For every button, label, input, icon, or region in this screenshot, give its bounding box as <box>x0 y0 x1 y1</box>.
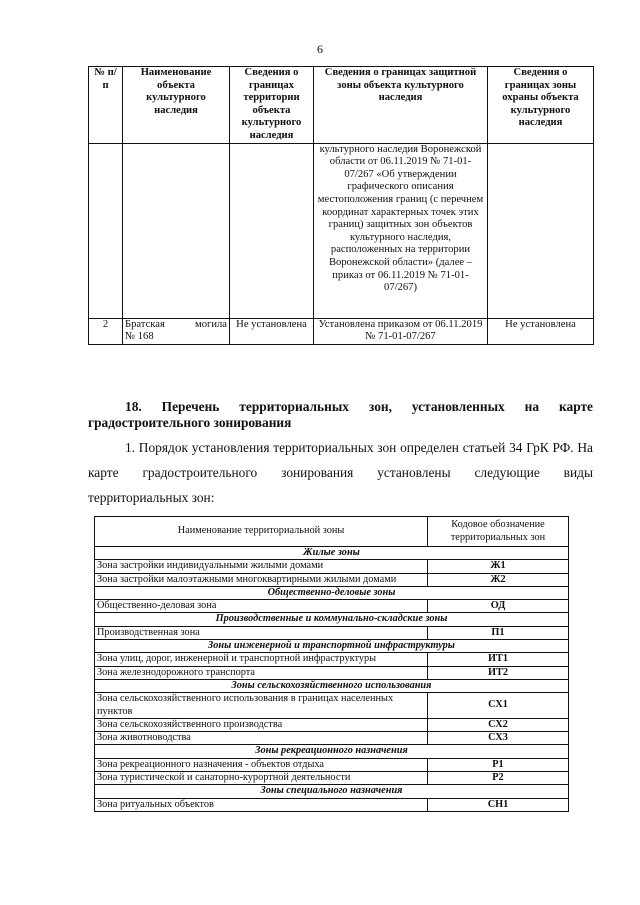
section-paragraph: 1. Порядок установления территориальных зон определен статьей 34 ГрК РФ. На карте градостроительного зонирования установлены следующие виды территориальных зон: <box>88 440 593 505</box>
zone-group-title: Зоны сельскохозяйственного использования <box>95 679 569 692</box>
object-name-line1: Братская могила <box>125 318 227 330</box>
zone-name-cell: Зона застройки малоэтажными многоквартирными жилыми домами <box>95 573 428 586</box>
table-row <box>95 798 569 811</box>
zone-group-row <box>95 547 569 560</box>
zone-group-row <box>95 613 569 626</box>
zone-name-cell: Зона сельскохозяйственного производства <box>95 718 428 731</box>
zone-group-title: Производственные и коммунально-складские зоны <box>95 613 569 626</box>
table-header-row <box>89 67 594 144</box>
zone-group-title: Зоны инженерной и транспортной инфраструктуры <box>95 640 569 653</box>
zone-name-cell: Зона рекреационного назначения - объектов отдыха <box>95 758 428 771</box>
zones-table-body <box>95 547 569 812</box>
table-row <box>95 718 569 731</box>
table-row <box>95 772 569 785</box>
zone-group-row <box>95 679 569 692</box>
zone-group-title: Зоны рекреационного назначения <box>95 745 569 758</box>
col-header-protection-zone: Сведения о границах зоны охраны объекта культурного наследия <box>488 67 594 144</box>
cell-protective-zone-continued: культурного наследия Воронежской области от 06.11.2019 № 71-01-07/267 «Об утверждении графического описания местоположения границ (с перечнем координат характерных точек этих границ) защитных зон объектов культурного наследия, расположенных на территории Воронежской области» (далее – приказ от 06.11.2019 № 71-01-07/267) <box>314 143 488 318</box>
col-header-protective-zone: Сведения о границах защитной зоны объекта культурного наследия <box>314 67 488 144</box>
zone-code-cell: ОД <box>428 600 569 613</box>
col-header-zone-name: Наименование территориальной зоны <box>95 517 428 547</box>
table-row <box>89 318 594 344</box>
zone-name-cell: Общественно-деловая зона <box>95 600 428 613</box>
zone-group-title: Общественно-деловые зоны <box>95 586 569 599</box>
zone-name-cell: Производственная зона <box>95 626 428 639</box>
col-header-territory-boundaries: Сведения о границах территории объекта культурного наследия <box>230 67 314 144</box>
zone-group-title: Жилые зоны <box>95 547 569 560</box>
table-row <box>95 758 569 771</box>
zone-code-cell: ИТ1 <box>428 653 569 666</box>
cell-row-number: 2 <box>89 318 123 344</box>
zone-code-cell: Р2 <box>428 772 569 785</box>
cell-territory: Не установлена <box>230 318 314 344</box>
table-row <box>95 653 569 666</box>
heritage-objects-table <box>88 66 594 345</box>
zone-name-cell: Зона железнодорожного транспорта <box>95 666 428 679</box>
zone-name-cell: Зона животноводства <box>95 732 428 745</box>
col-header-zone-code: Кодовое обозначение территориальных зон <box>428 517 569 547</box>
zone-code-cell: П1 <box>428 626 569 639</box>
table-row <box>95 732 569 745</box>
zone-code-cell: СХ1 <box>428 693 569 719</box>
section-heading: 18. Перечень территориальных зон, установленных на карте градостроительного зонирования <box>88 399 593 430</box>
cell-empty <box>230 143 314 318</box>
table-row <box>95 666 569 679</box>
cell-empty <box>89 143 123 318</box>
object-name-line2: № 168 <box>125 331 154 343</box>
table-row <box>95 626 569 639</box>
table-row <box>95 560 569 573</box>
territorial-zones-table <box>94 516 569 812</box>
zone-code-cell: ИТ2 <box>428 666 569 679</box>
zone-group-row <box>95 745 569 758</box>
zone-group-row <box>95 785 569 798</box>
zone-name-cell: Зона туристической и санаторно-курортной деятельности <box>95 772 428 785</box>
table-header-row <box>95 517 569 547</box>
zone-group-row <box>95 640 569 653</box>
col-header-number: № п/п <box>89 67 123 144</box>
zone-name-cell: Зона ритуальных объектов <box>95 798 428 811</box>
col-header-object-name: Наименование объекта культурного наследия <box>123 67 230 144</box>
cell-protective-zone: Установлена приказом от 06.11.2019 № 71-01-07/267 <box>314 318 488 344</box>
zone-code-cell: СХ2 <box>428 718 569 731</box>
zone-code-cell: Ж1 <box>428 560 569 573</box>
table-row <box>95 693 569 719</box>
zone-code-cell: СН1 <box>428 798 569 811</box>
zone-group-row <box>95 586 569 599</box>
zone-name-cell: Зона улиц, дорог, инженерной и транспортной инфраструктуры <box>95 653 428 666</box>
zone-code-cell: Ж2 <box>428 573 569 586</box>
table-row <box>95 573 569 586</box>
zone-group-title: Зоны специального назначения <box>95 785 569 798</box>
zone-name-cell: Зона застройки индивидуальными жилыми домами <box>95 560 428 573</box>
zone-code-cell: СХ3 <box>428 732 569 745</box>
cell-empty <box>488 143 594 318</box>
table-row <box>89 143 594 318</box>
zone-code-cell: Р1 <box>428 758 569 771</box>
page-number: 6 <box>317 42 323 56</box>
cell-object-name <box>123 318 230 344</box>
table-row <box>95 600 569 613</box>
cell-empty <box>123 143 230 318</box>
zone-name-cell: Зона сельскохозяйственного использования в границах населенных пунктов <box>95 693 428 719</box>
cell-protection-zone: Не установлена <box>488 318 594 344</box>
